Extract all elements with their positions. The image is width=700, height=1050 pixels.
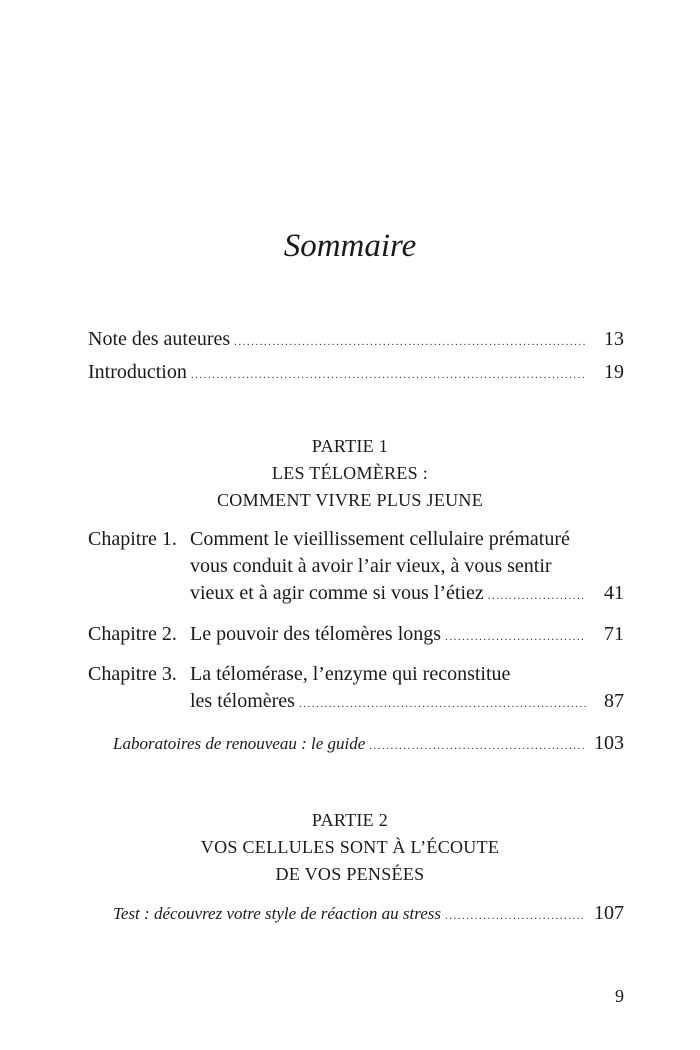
entry-page: 103	[594, 732, 624, 754]
chapter-title-line: Le pouvoir des télomères longs	[190, 623, 442, 645]
dot-leader	[445, 903, 586, 930]
entry-page: 41	[604, 582, 624, 604]
dot-leader	[234, 329, 586, 356]
part1-number: PARTIE 1	[311, 436, 389, 456]
part2-heading	[0, 807, 700, 888]
entry-page: 19	[604, 361, 624, 383]
dot-leader	[445, 624, 586, 651]
part2-title-line1: VOS CELLULES SONT À L’ÉCOUTE	[200, 837, 500, 857]
toc-entry-lab-guide[interactable]	[113, 730, 624, 760]
chapter-number: Chapitre 2.	[88, 623, 177, 645]
entry-label: Note des auteures	[88, 328, 231, 350]
dot-leader	[488, 583, 586, 610]
entry-label: Laboratoires de renouveau : le guide	[113, 734, 366, 753]
part1-title-line1: LES TÉLOMÈRES :	[271, 463, 429, 483]
chapter-title-line: vous conduit à avoir l’air vieux, à vous sentir	[190, 555, 552, 577]
entry-label: Introduction	[88, 361, 187, 383]
dot-leader	[369, 733, 586, 760]
toc-entry-chapter-2[interactable]	[88, 621, 624, 651]
chapter-title-line: les télomères	[190, 690, 295, 712]
chapter-title-line: La télomérase, l’enzyme qui reconstitue	[190, 663, 511, 685]
part2-number: PARTIE 2	[311, 810, 389, 830]
toc-entry-test[interactable]	[113, 900, 624, 930]
entry-page: 107	[594, 902, 624, 924]
page-number: 9	[615, 986, 624, 1006]
toc-entry-introduction[interactable]	[88, 359, 624, 389]
page-title: Sommaire	[283, 228, 417, 264]
chapter-number: Chapitre 3.	[88, 663, 177, 685]
chapter-title-line: vieux et à agir comme si vous l’étiez	[190, 582, 484, 604]
entry-page: 71	[604, 623, 624, 645]
toc-entry-note[interactable]	[88, 326, 624, 356]
dot-leader	[299, 691, 586, 718]
chapter-title-line: Comment le vieillissement cellulaire prématuré	[190, 528, 570, 550]
dot-leader	[191, 362, 586, 389]
part1-heading	[0, 433, 700, 514]
toc-entry-chapter-1[interactable]	[88, 526, 624, 610]
entry-label: Test : découvrez votre style de réaction au stress	[113, 904, 441, 923]
toc-entry-chapter-3[interactable]	[88, 661, 624, 718]
part1-title-line2: COMMENT VIVRE PLUS JEUNE	[216, 490, 484, 510]
entry-page: 13	[604, 328, 624, 350]
chapter-number: Chapitre 1.	[88, 528, 177, 550]
entry-page: 87	[604, 690, 624, 712]
part2-title-line2: DE VOS PENSÉES	[275, 864, 425, 884]
